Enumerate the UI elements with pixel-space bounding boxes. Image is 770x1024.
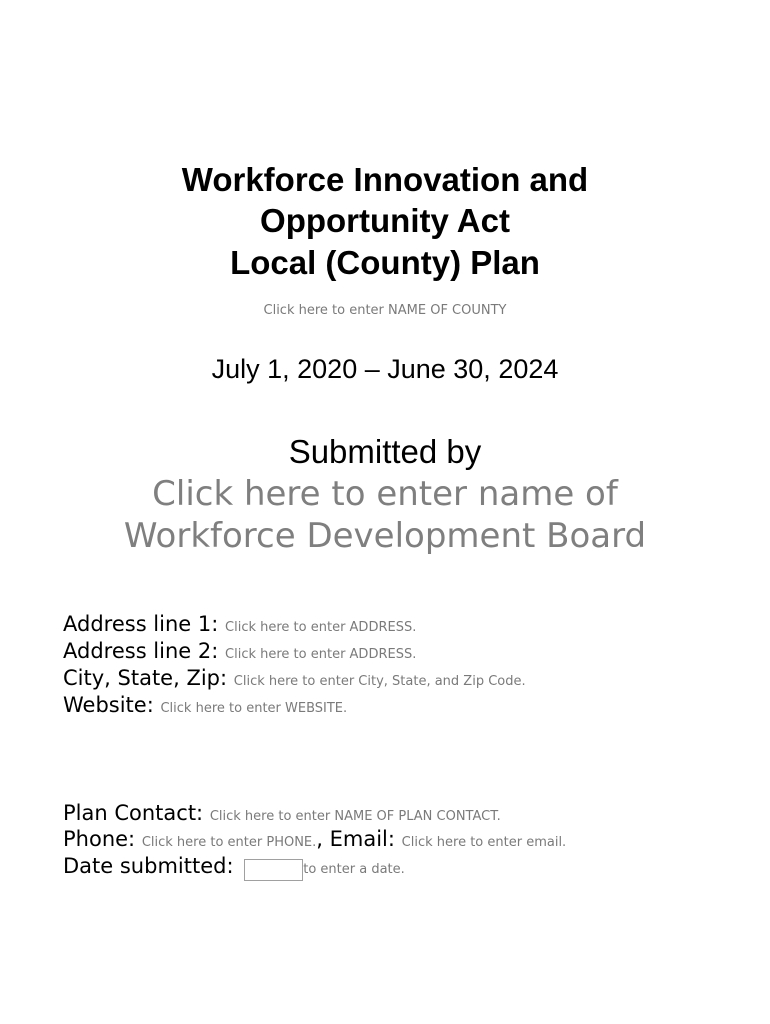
address-line-2-field[interactable]: Click here to enter ADDRESS. — [225, 647, 417, 662]
address-line-1-row — [63, 611, 416, 641]
date-picker-box[interactable] — [244, 859, 303, 881]
address-line-2-row — [63, 638, 416, 668]
phone-label: Phone: — [63, 827, 136, 851]
address-line-1-field[interactable]: Click here to enter ADDRESS. — [225, 620, 417, 635]
county-name-field[interactable]: Click here to enter NAME OF COUNTY — [263, 303, 507, 318]
plan-contact-field[interactable]: Click here to enter NAME OF PLAN CONTACT. — [209, 809, 501, 824]
board-name-field-line-2[interactable]: Workforce Development Board — [123, 516, 647, 556]
plan-contact-label: Plan Contact: — [63, 801, 204, 825]
website-label: Website: — [63, 693, 154, 717]
phone-field[interactable]: Click here to enter PHONE. — [141, 835, 317, 850]
title-line-3: Local (County) Plan — [230, 244, 540, 281]
date-submitted-label: Date submitted: — [63, 854, 234, 878]
plan-date-range: July 1, 2020 – June 30, 2024 — [211, 354, 559, 384]
phone-email-row — [63, 826, 566, 856]
board-name-field-line-1[interactable]: Click here to enter name of — [152, 474, 618, 514]
submitted-by-heading: Submitted by — [288, 433, 482, 470]
date-submitted-field[interactable]: to enter a date. — [303, 862, 405, 877]
title-line-2: Opportunity Act — [260, 202, 510, 239]
date-submitted-row — [63, 853, 405, 883]
website-field[interactable]: Click here to enter WEBSITE. — [160, 701, 348, 716]
email-field[interactable]: Click here to enter email. — [401, 835, 567, 850]
website-row — [63, 692, 347, 722]
city-state-zip-row — [63, 665, 526, 695]
city-state-zip-field[interactable]: Click here to enter City, State, and Zip Code. — [233, 674, 526, 689]
address-line-2-label: Address line 2: — [63, 639, 219, 663]
city-state-zip-label: City, State, Zip: — [63, 666, 228, 690]
title-line-1: Workforce Innovation and — [181, 161, 589, 198]
address-line-1-label: Address line 1: — [63, 612, 219, 636]
email-label: , Email: — [316, 827, 395, 851]
